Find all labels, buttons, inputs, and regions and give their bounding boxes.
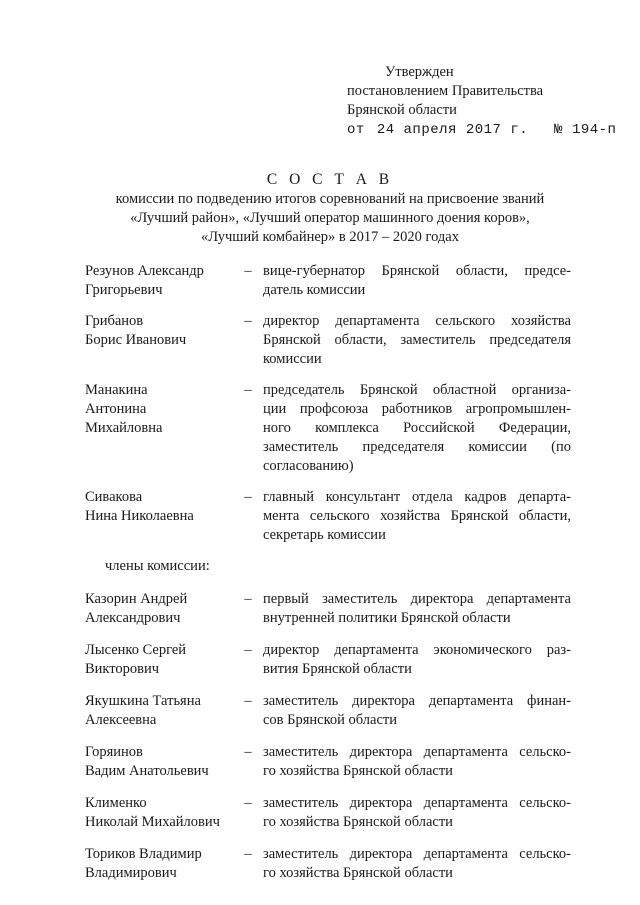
member-role (263, 641, 571, 679)
member-role (263, 794, 571, 832)
member-name (85, 794, 233, 832)
member-role-line: внутренней политики Брянской области (263, 610, 511, 626)
member-name (85, 641, 233, 679)
member-role-line: председатель Брянской областной организа- (263, 382, 571, 398)
members-label: члены комиссии: (105, 558, 210, 574)
approval-decree: постановлением Правительства (347, 83, 544, 99)
member-role-line: го хозяйства Брянской области (263, 814, 453, 830)
member-name-line: Александрович (85, 610, 181, 626)
member-role-line: датель комиссии (263, 282, 366, 298)
member-role-line: го хозяйства Брянской области (263, 763, 453, 779)
member-role-line: директор департамента экономического раз- (263, 642, 571, 658)
member-row (85, 312, 575, 369)
member-name-line: Викторович (85, 661, 160, 677)
approval-number: № 194-п (554, 122, 617, 138)
approval-from: от (347, 122, 365, 138)
member-name (85, 381, 233, 476)
member-dash: – (244, 263, 252, 279)
member-name-line: Манакина (85, 382, 148, 398)
member-dash: – (244, 846, 252, 862)
approval-dateline (347, 121, 627, 140)
member-name-line: Горяинов (85, 744, 143, 760)
member-name-line: Борис Иванович (85, 332, 187, 348)
member-row (85, 743, 575, 781)
member-name-line: Лысенко Сергей (85, 642, 187, 658)
member-dash: – (244, 489, 252, 505)
member-role-line: заместитель директора департамента сельско- (263, 744, 571, 760)
member-row (85, 692, 575, 730)
member-name-line: Казорин Андрей (85, 591, 188, 607)
member-name (85, 262, 233, 300)
member-name-line: Сивакова (85, 489, 143, 505)
title-line-1: комиссии по подведению итогов соревнований на присвоение званий (115, 191, 545, 207)
member-dash: – (244, 744, 252, 760)
member-row (85, 590, 575, 628)
member-dash: – (244, 642, 252, 658)
member-role-line: согласованию) (263, 458, 354, 474)
member-role (263, 312, 571, 369)
member-role-line: заместитель директора департамента сельско- (263, 795, 571, 811)
member-dash: – (244, 591, 252, 607)
member-role-line: заместитель директора департамента финан- (263, 693, 571, 709)
member-role-line: первый заместитель директора департамента (263, 591, 571, 607)
member-role-line: комиссии (263, 351, 322, 367)
member-name-line: Николай Михайлович (85, 814, 220, 830)
title-line-3: «Лучший комбайнер» в 2017 – 2020 годах (200, 229, 459, 245)
approval-approved: Утвержден (385, 64, 454, 80)
member-role-line: Брянской области, заместитель председателя (263, 332, 571, 348)
member-dash: – (244, 313, 252, 329)
member-name (85, 488, 233, 545)
member-name (85, 692, 233, 730)
member-dash: – (244, 795, 252, 811)
member-name-line: Нина Николаевна (85, 508, 194, 524)
approval-block (347, 63, 627, 140)
member-row (85, 641, 575, 679)
member-role-line: ного комплекса Российской Федерации, (263, 420, 571, 436)
member-name-line: Клименко (85, 795, 147, 811)
document-title (60, 170, 600, 247)
member-row (85, 488, 575, 545)
member-role-line: ции профсоюза работников агропромышлен- (263, 401, 571, 417)
member-name-line: Резунов Александр (85, 263, 204, 279)
member-name-line: Михайловна (85, 420, 163, 436)
member-name (85, 743, 233, 781)
member-row (85, 845, 575, 883)
commission-list (85, 262, 575, 883)
member-role (263, 845, 571, 883)
member-name-line: Ториков Владимир (85, 846, 202, 862)
member-name (85, 845, 233, 883)
approval-date: 24 апреля 2017 г. (376, 122, 529, 138)
member-name (85, 590, 233, 628)
member-role-line: мента сельского хозяйства Брянской области, (263, 508, 571, 524)
member-dash: – (244, 382, 252, 398)
title-heading: С О С Т А В (266, 171, 394, 188)
member-name-line: Владимирович (85, 865, 177, 881)
member-role-line: заместитель директора департамента сельско- (263, 846, 571, 862)
member-role-line: вице-губернатор Брянской области, предсе- (263, 263, 571, 279)
member-role-line: главный консультант отдела кадров департа- (263, 489, 571, 505)
member-name (85, 312, 233, 369)
member-role (263, 692, 571, 730)
member-role-line: го хозяйства Брянской области (263, 865, 453, 881)
member-dash: – (244, 693, 252, 709)
member-role (263, 590, 571, 628)
member-name-line: Якушкина Татьяна (85, 693, 201, 709)
member-name-line: Вадим Анатольевич (85, 763, 209, 779)
member-row (85, 794, 575, 832)
member-name-line: Григорьевич (85, 282, 163, 298)
member-role-line: секретарь комиссии (263, 527, 386, 543)
member-name-line: Грибанов (85, 313, 144, 329)
member-role-line: вития Брянской области (263, 661, 412, 677)
member-role-line: заместитель председателя комиссии (по (263, 439, 571, 455)
member-row (85, 381, 575, 476)
member-role-line: директор департамента сельского хозяйства (263, 313, 571, 329)
member-role (263, 743, 571, 781)
member-role (263, 262, 571, 300)
member-role (263, 488, 571, 545)
member-name-line: Антонина (85, 401, 147, 417)
member-row (85, 262, 575, 300)
approval-region: Брянской области (347, 102, 457, 118)
member-role (263, 381, 571, 476)
member-name-line: Алексеевна (85, 712, 157, 728)
title-line-2: «Лучший район», «Лучший оператор машинного доения коров», (130, 210, 530, 226)
member-role-line: сов Брянской области (263, 712, 398, 728)
